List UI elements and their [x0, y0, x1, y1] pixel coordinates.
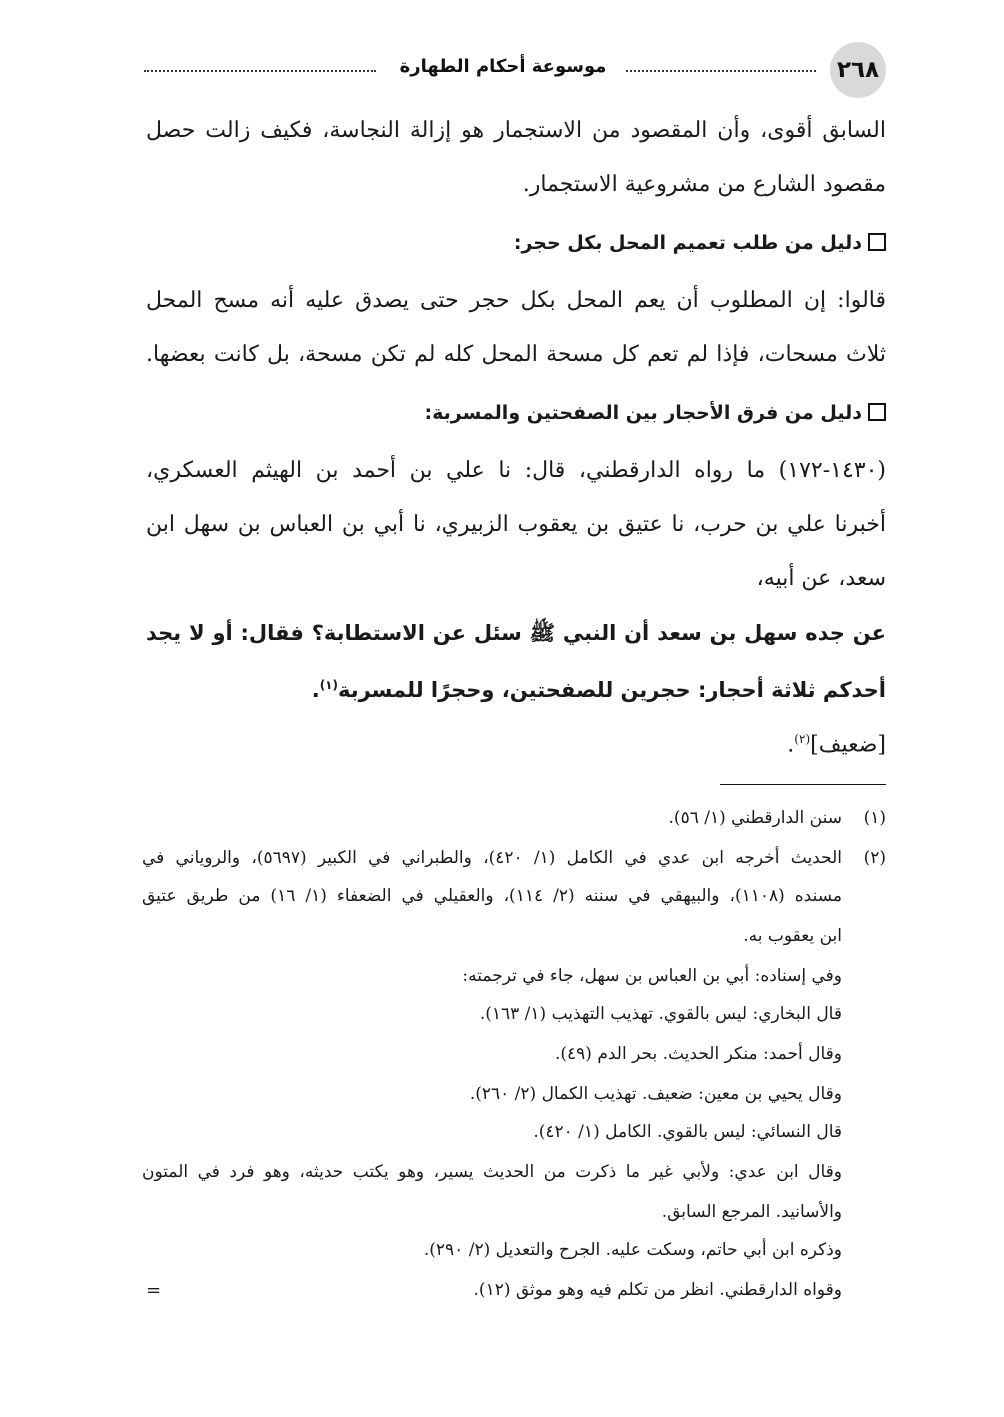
text-line: أخبرنا علي بن حرب، نا عتيق بن يعقوب الزبيري، نا أبي بن العباس بن سهل ابن	[146, 512, 886, 537]
footnote-ref: (١)	[319, 678, 338, 692]
text-line: ثلاث مسحات، فإذا لم تعم كل مسحة المحل كله لم تكن مسحة، بل كانت بعضها.	[146, 342, 886, 367]
text-line: قالوا: إن المطلوب أن يعم المحل بكل حجر حتى يصدق عليه أنه مسح المحل	[146, 288, 886, 313]
footnote-line: قال النسائي: ليس بالقوي. الكامل (١/ ٤٢٠).	[533, 1122, 842, 1142]
running-title: موسوعة أحكام الطهارة	[399, 56, 607, 77]
footnote-line: مسنده (١١٠٨)، والبيهقي في سننه (٢/ ١١٤)، والعقيلي في الضعفاء (١/ ١٦) من طريق عتيق	[142, 886, 842, 906]
page-number: ٢٦٨	[830, 42, 886, 98]
section-heading	[146, 398, 886, 428]
footnote-line: والأسانيد. المرجع السابق.	[661, 1202, 842, 1222]
text-line: السابق أقوى، وأن المقصود من الاستجمار هو إزالة النجاسة، فكيف زالت حصل	[146, 118, 886, 143]
footnote-line: الحديث أخرجه ابن عدي في الكامل (١/ ٤٢٠)، والطبراني في الكبير (٥٦٩٧)، والروياني في	[142, 848, 842, 868]
text-line: سعد، عن أبيه،	[756, 566, 886, 591]
square-bullet-icon	[868, 233, 886, 251]
hadith-text: أحدكم ثلاثة أحجار: حجرين للصفحتين، وحجرًا للمسربة	[337, 678, 886, 702]
header-dotted-leader-right	[626, 70, 816, 72]
footnote-line: وذكره ابن أبي حاتم، وسكت عليه. الجرح والتعديل (٢/ ٢٩٠).	[423, 1240, 842, 1260]
hadith-line: عن جده سهل بن سعد أن النبي ﷺ سئل عن الاستطابة؟ فقال: أو لا يجد	[146, 621, 886, 645]
continuation-mark: =	[146, 1280, 162, 1301]
text-line: مقصود الشارع من مشروعية الاستجمار.	[522, 172, 886, 197]
footnote-number: (٢)	[863, 848, 886, 868]
heading-text: دليل من طلب تعميم المحل بكل حجر:	[513, 232, 862, 254]
footnote-ref: (٢)	[794, 732, 811, 746]
footnote-line: قال البخاري: ليس بالقوي. تهذيب التهذيب (١/ ١٦٣).	[479, 1004, 842, 1024]
footnote-line: وقال أحمد: منكر الحديث. بحر الدم (٤٩).	[554, 1044, 842, 1064]
grading-line	[146, 724, 886, 760]
hadith-line	[146, 670, 886, 705]
square-bullet-icon	[868, 403, 886, 421]
period: .	[311, 678, 320, 702]
footnote-text: سنن الدارقطني (١/ ٥٦).	[668, 808, 842, 828]
footnote-number: (١)	[863, 808, 886, 828]
section-heading	[146, 228, 886, 258]
footnote-separator	[720, 784, 886, 785]
header-dotted-leader-left	[144, 70, 376, 72]
period: .	[787, 732, 795, 758]
page-header	[144, 42, 886, 102]
footnote-line: وقال يحيي بن معين: ضعيف. تهذيب الكمال (٢/ ٢٦٠).	[469, 1084, 842, 1104]
footnote-line: وقال ابن عدي: ولأبي غير ما ذكرت من الحديث يسير، وهو يكتب حديثه، وهو فرد في المتون	[142, 1162, 842, 1182]
footnote-line: وقواه الدارقطني. انظر من تكلم فيه وهو موثق (١٢).	[473, 1280, 842, 1300]
footnote-line: وفي إسناده: أبي بن العباس بن سهل، جاء في ترجمته:	[462, 966, 842, 986]
grading-text: [ضعيف]	[810, 732, 886, 758]
heading-text: دليل من فرق الأحجار بين الصفحتين والمسربة:	[424, 402, 862, 424]
text-line: (١٤٣٠-١٧٢) ما رواه الدارقطني، قال: نا علي بن أحمد بن الهيثم العسكري،	[146, 458, 886, 483]
footnote-line: ابن يعقوب به.	[743, 926, 842, 946]
